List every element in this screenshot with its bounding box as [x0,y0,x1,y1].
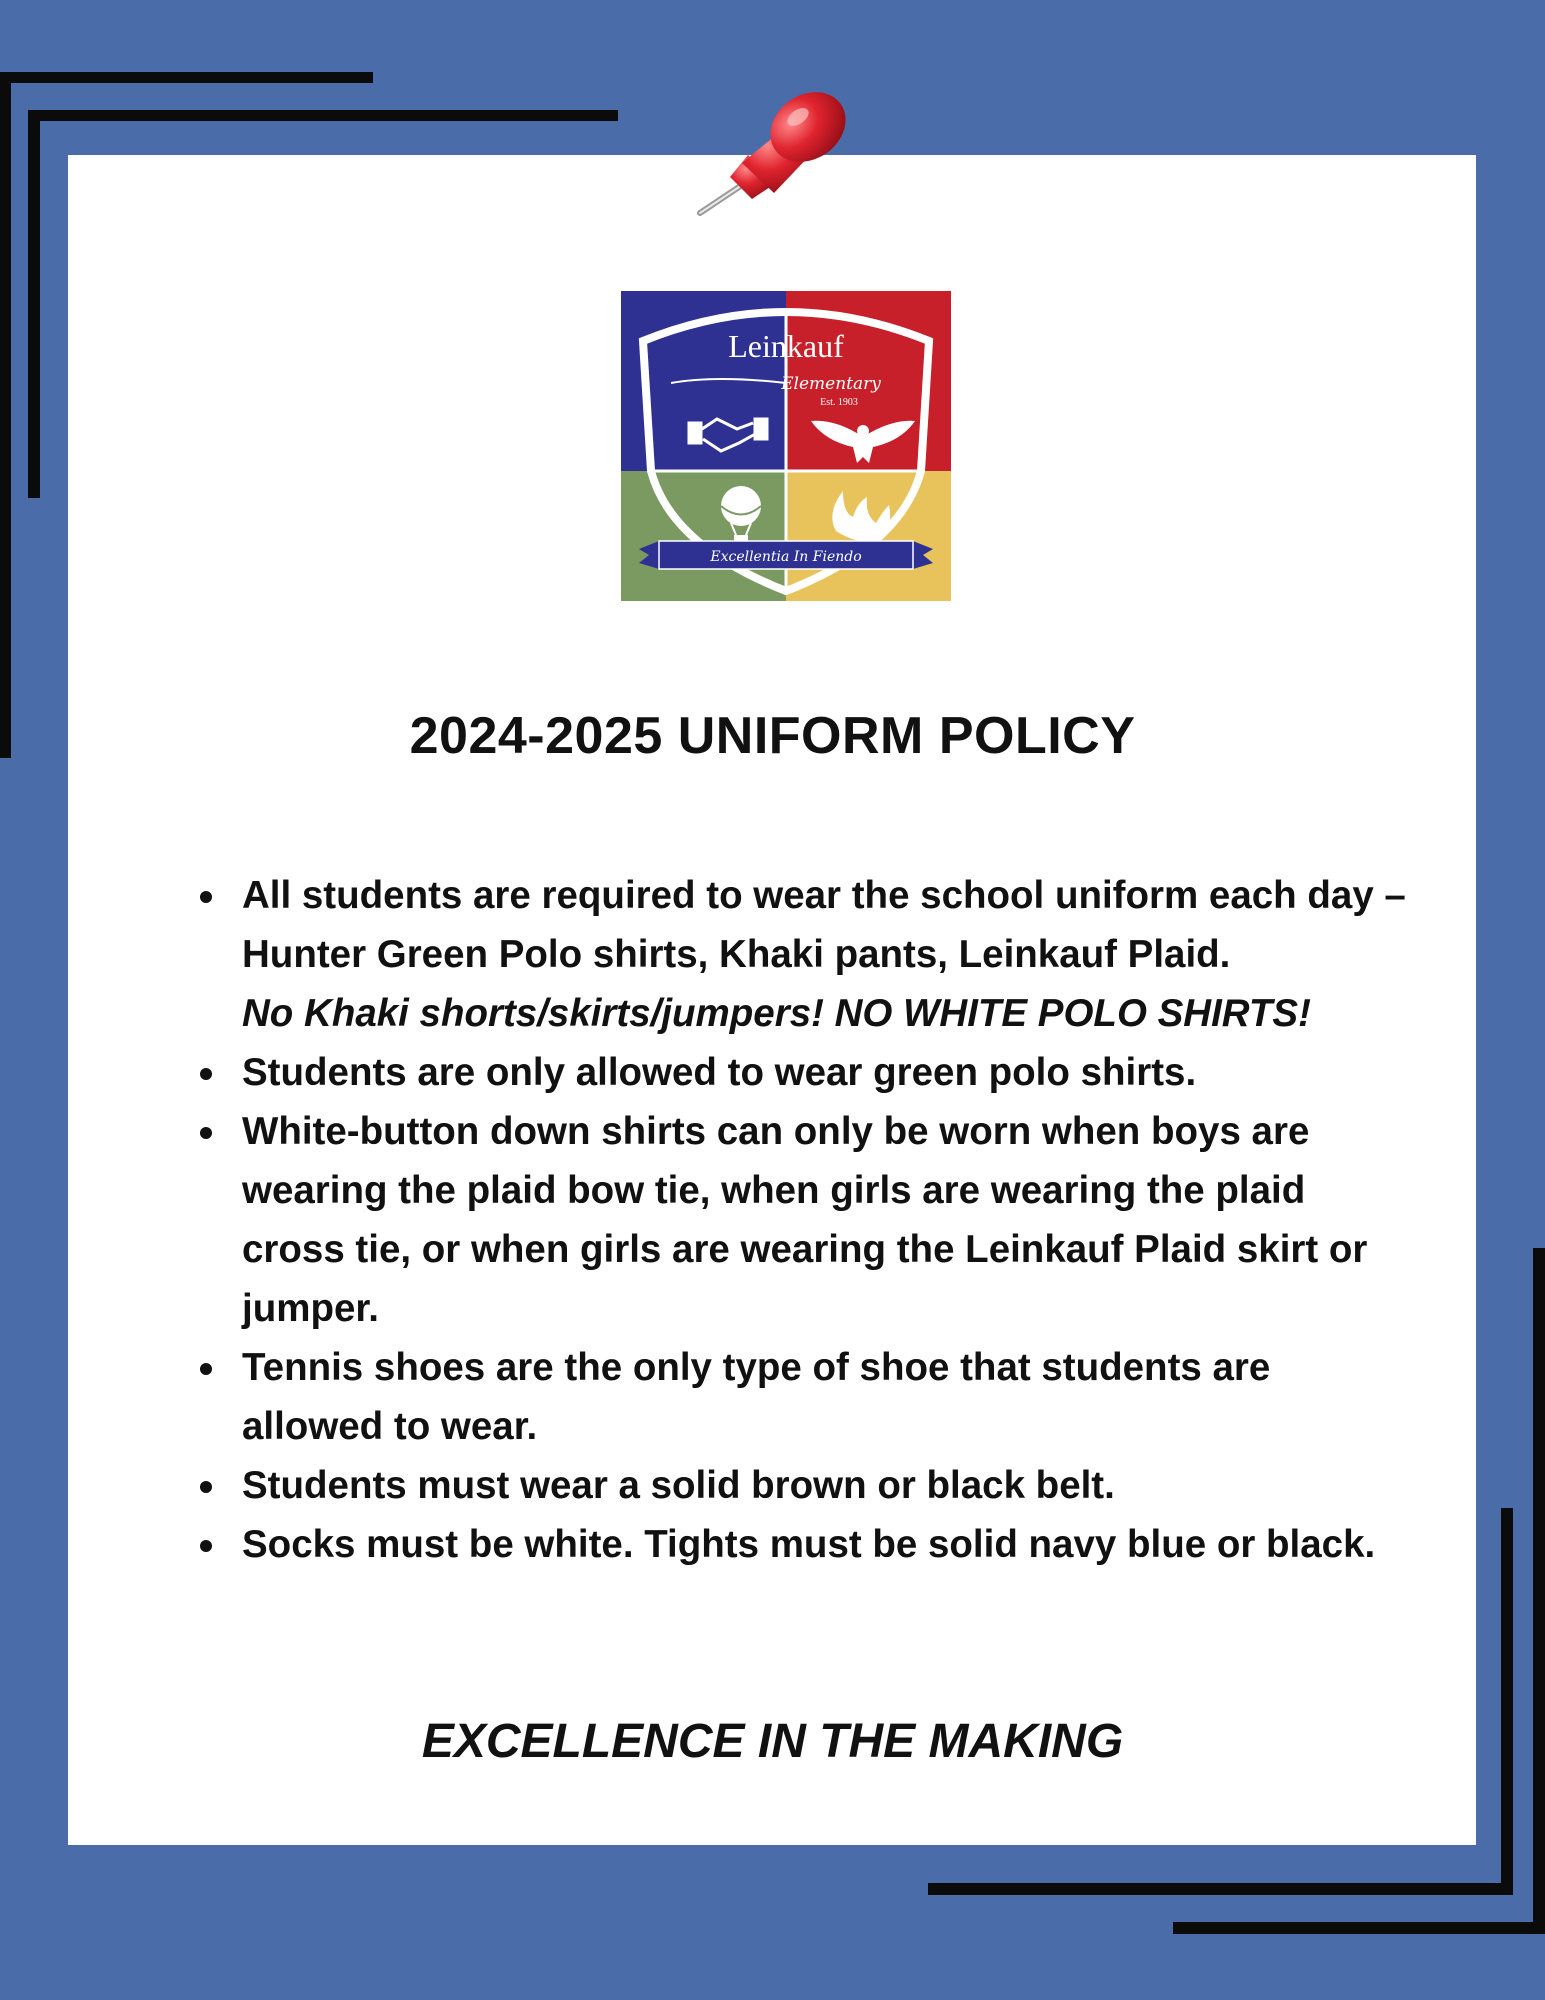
logo-name: Leinkauf [728,328,844,364]
corner-line-top-inner-h [28,110,618,121]
corner-line-top-inner-v [28,110,40,498]
corner-line-bottom-outer-v [1533,1248,1545,1934]
list-item [200,1515,1410,1574]
corner-line-top-outer-v [0,72,11,758]
school-logo [621,291,951,601]
bullet-icon [200,1481,212,1493]
corner-line-bottom-outer-h [1173,1922,1545,1934]
corner-line-bottom-inner-h [928,1883,1513,1895]
logo-sub: Elementary [781,374,881,394]
logo-banner [639,541,933,569]
bullet-icon [200,1127,212,1139]
logo-est: Est. 1903 [820,397,858,408]
rule-text: Students must wear a solid brown or black belt. [242,1464,1115,1507]
corner-line-top-outer-h [0,72,373,83]
bullet-icon [200,891,212,903]
logo-banner-text: Excellentia In Fiendo [710,549,862,565]
list-item [200,1043,1410,1102]
rule-text: Students are only allowed to wear green polo shirts. [242,1051,1197,1094]
school-motto: EXCELLENCE IN THE MAKING [421,1715,1124,1768]
rule-text: Tennis shoes are the only type of shoe that students are allowed to wear. [242,1346,1271,1448]
pushpin-icon [690,85,860,225]
list-item [200,866,1410,1043]
page-title: 2024-2025 UNIFORM POLICY [409,707,1136,765]
list-item [200,1338,1410,1456]
corner-line-bottom-inner-v [1501,1508,1513,1895]
bullet-icon [200,1068,212,1080]
list-item [200,1102,1410,1338]
rule-emphasis: No Khaki shorts/skirts/jumpers! NO WHITE POLO SHIRTS! [242,992,1311,1035]
uniform-rules-list [200,866,1410,1574]
bullet-icon [200,1540,212,1552]
rule-text: All students are required to wear the school uniform each day – Hunter Green Polo shirts, Khaki pants, Leinkauf Plaid. [242,874,1406,976]
list-item [200,1456,1410,1515]
rule-text: Socks must be white. Tights must be solid navy blue or black. [242,1523,1376,1566]
rule-text: White-button down shirts can only be worn when boys are wearing the plaid bow tie, when girls are wearing the plaid cross tie, or when girls are wearing the Leinkauf Plaid skirt or jumper. [242,1110,1368,1330]
bullet-icon [200,1363,212,1375]
